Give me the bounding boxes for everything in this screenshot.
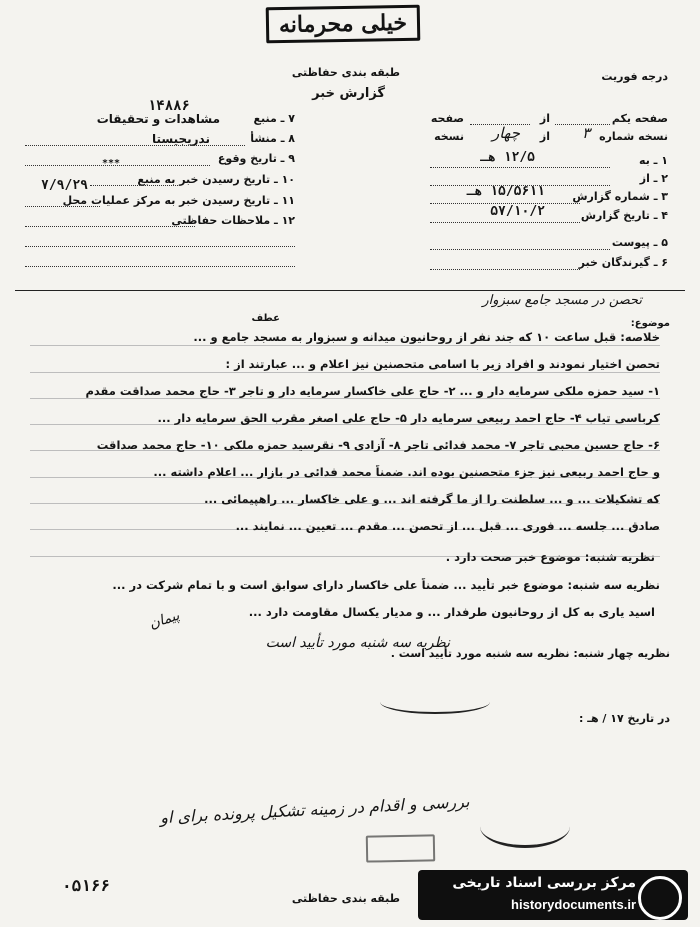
copy-total: چهار <box>491 124 520 142</box>
field-11-label: ۱۱ ـ تاریخ رسیدن خبر به مرکز عملیات محل <box>62 194 295 207</box>
field-9-label: ۹ ـ تاریخ وقوع <box>217 152 295 165</box>
body-line-12-label: نظریه چهار شنبه: نظریه سه شنبه مورد تأیید است . <box>390 647 670 660</box>
body-line-10: نظریه سه شنبه: موضوع خبر تأیید ... ضمناً علی خاکسار دارای سوابق است و با تمام شرکت در ... <box>112 578 660 592</box>
bottom-classification-stamp <box>366 834 435 862</box>
copy-value: ۳ <box>581 124 590 142</box>
field-1-value: ۱۲/۵ هـ <box>480 150 535 165</box>
field-8-value: ندریجیستا <box>151 132 210 146</box>
copy-label: نسخه شماره <box>599 130 668 143</box>
logo-url: historydocuments.ir <box>511 897 636 912</box>
urgency-label: درجه فوریت <box>601 70 668 83</box>
book-icon <box>638 876 682 920</box>
field-7-label: ۷ ـ منبع <box>253 112 295 125</box>
archive-logo <box>418 870 688 920</box>
logo-title: مرکز بررسی اسناد تاریخی <box>452 875 636 891</box>
field-5-label: ۵ ـ پیوست <box>611 236 668 249</box>
top-classification-label: طبقه بندی حفاظتی <box>291 66 400 79</box>
body-line-6: و حاج احمد ربیعی نیز جزء متحصنین بوده اند. ضمناً محمد فدائی در بازار ... اعلام داشته ... <box>153 465 660 479</box>
report-title: گزارش خبر <box>312 86 385 101</box>
body-line-1: خلاصه: قبل ساعت ۱۰ که جند نفر از روحانیون میدانه و سبزوار به مسجد جامع و ... <box>193 330 660 344</box>
field-10-value: ۷/۹/۲۹ <box>41 178 88 193</box>
body-line-3: ۱- سید حمزه ملکی سرمایه دار و ... ۲- حاج علی خاکسار سرمایه دار و تاجر ۳- حاج محمد صداقت مقدم <box>85 384 660 398</box>
margin-note: عطف <box>251 313 280 324</box>
page-label: صفحه یکم <box>611 112 668 125</box>
date-line-label: در تاریخ ۱۷ / هـ : <box>578 712 670 725</box>
body-line-11: اسید یاری به کل از روحانیون طرفدار ... و مدیار یکسال مقاومت دارد ... <box>248 605 655 619</box>
subject-label: موضوع: <box>630 318 670 329</box>
copy-unit: نسخه <box>434 130 464 143</box>
top-classification-stamp: خیلی محرمانه <box>266 5 421 44</box>
signature-mark <box>380 690 490 714</box>
footer-number: ۰۵۱۶۶ <box>62 876 111 895</box>
field-7-value: مشاهدات و تحقیقات <box>96 112 220 126</box>
field-7-number: ۱۴۸۸۶ <box>147 98 190 114</box>
copy-of: از <box>539 130 550 143</box>
field-3-value: ۱۵/۵۶۱۱ هـ <box>466 184 545 199</box>
subject-value: تحصن در مسجد جامع سبزوار <box>482 293 642 308</box>
footer-handwritten-note: بررسی و اقدام در زمینه تشکیل پرونده برای او <box>160 791 471 828</box>
field-9-value: *** <box>101 158 120 169</box>
page-of: از <box>539 112 550 125</box>
body-line-8: صادق ... جلسه ... فوری ... قبل ... از تحصن ... مقدم ... تعیین ... نمایند ... <box>235 519 660 533</box>
body-line-5: ۶- حاج حسین محبی تاجر ۷- محمد فدائی تاجر ۸- آزادی ۹- نقرسید حمزه ملکی ۱۰- حاج محمد صداقت <box>96 438 660 452</box>
hand-note: نظریه سه شنبه مورد تأیید است <box>265 635 450 651</box>
field-12-label: ۱۲ ـ ملاحظات حفاظتی <box>171 214 295 227</box>
bottom-classification-label: طبقه بندی حفاظتی <box>291 892 400 905</box>
field-2-label: ۲ ـ از <box>639 172 668 185</box>
field-3-label: ۳ ـ شماره گزارش <box>572 190 668 203</box>
field-4-value: ۵۷/۱۰/۲ <box>490 204 545 219</box>
page-unit: صفحه <box>430 112 464 125</box>
field-1-label: ۱ ـ به <box>639 154 668 167</box>
margin-signature: پیمان <box>147 607 182 633</box>
field-10-label: ۱۰ ـ تاریخ رسیدن خبر به منبع <box>137 173 295 186</box>
footer-signature <box>480 805 570 848</box>
body-line-4: کرباسی تیاب ۴- حاج احمد ربیعی سرمایه دار ۵- حاج علی اصغر مقرب الحق سرمایه دار ... <box>157 411 660 425</box>
field-6-label: ۶ ـ گیرندگان خبر <box>578 256 668 269</box>
body-line-2: تحصن اختیار نمودند و افراد زیر با اسامی متحصنین نیز اعلام و ... عبارتند از : <box>225 357 660 371</box>
body-line-9: نظریه شنبه: موضوع خبر صحت دارد . <box>445 550 655 564</box>
body-line-7: که تشکیلات ... و ... سلطنت را از ما گرفته اند ... و علی خاکسار ... راهپیمائی ... <box>204 492 660 506</box>
field-4-label: ۴ ـ تاریخ گزارش <box>580 209 668 222</box>
field-8-label: ۸ ـ منشأ <box>250 132 295 145</box>
